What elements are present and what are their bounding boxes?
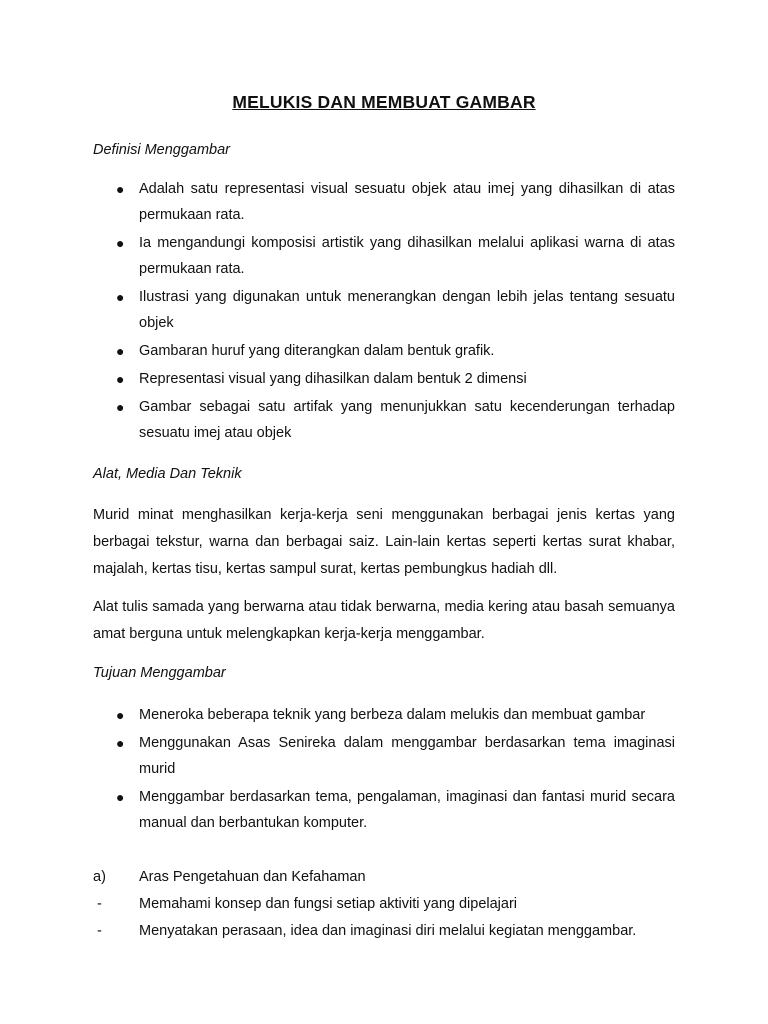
definisi-bullet-list — [93, 176, 675, 448]
list-item — [93, 730, 675, 782]
list-item — [93, 394, 675, 446]
bullet-icon: ● — [116, 289, 125, 305]
heading-definisi: Definisi Menggambar — [93, 142, 231, 158]
list-item-text: Aras Pengetahuan dan Kefahaman — [139, 869, 366, 885]
list-item — [93, 284, 675, 336]
list-marker: - — [97, 923, 102, 939]
list-item — [93, 864, 675, 890]
list-item-text: Ia mengandungi komposisi artistik yang dihasilkan melalui aplikasi warna di atas permukaan rata. — [139, 235, 675, 277]
alat-paragraph-2: Alat tulis samada yang berwarna atau tidak berwarna, media kering atau basah semuanya amat berguna untuk melengkapkan kerja-kerja menggambar. — [93, 599, 675, 642]
list-item-text: Representasi visual yang dihasilkan dalam bentuk 2 dimensi — [139, 371, 527, 387]
tujuan-bullet-list — [93, 702, 675, 838]
list-marker: - — [97, 896, 102, 912]
alat-paragraph-1: Murid minat menghasilkan kerja-kerja seni menggunakan berbagai jenis kertas yang berbagai tekstur, warna dan berbagai saiz. Lain-lain kertas seperti kertas surat khabar, majalah, kertas tisu, kertas sampul surat, kertas pembungkus hadiah dll. — [93, 507, 675, 577]
list-item — [93, 366, 675, 392]
list-marker: a) — [93, 869, 106, 885]
list-item-text: Memahami konsep dan fungsi setiap aktiviti yang dipelajari — [139, 896, 518, 912]
list-item — [93, 891, 675, 917]
heading-tujuan: Tujuan Menggambar — [93, 665, 226, 681]
bullet-icon: ● — [116, 789, 125, 805]
list-item — [93, 338, 675, 364]
list-item-text: Meneroka beberapa teknik yang berbeza dalam melukis dan membuat gambar — [139, 707, 646, 723]
bullet-icon: ● — [116, 343, 125, 359]
list-item — [93, 784, 675, 836]
bullet-icon: ● — [116, 371, 125, 387]
list-item — [93, 702, 675, 728]
list-item-text: Ilustrasi yang digunakan untuk menerangkan dengan lebih jelas tentang sesuatu objek — [139, 289, 675, 331]
list-item-text: Adalah satu representasi visual sesuatu objek atau imej yang dihasilkan di atas permukaan rata. — [139, 181, 675, 223]
list-item-text: Gambaran huruf yang diterangkan dalam bentuk grafik. — [139, 343, 495, 359]
bullet-icon: ● — [116, 235, 125, 251]
document-title: MELUKIS DAN MEMBUAT GAMBAR — [232, 92, 536, 112]
tujuan-sub-list — [93, 864, 675, 945]
list-item — [93, 918, 675, 944]
bullet-icon: ● — [116, 707, 125, 723]
heading-alat: Alat, Media Dan Teknik — [93, 466, 242, 482]
list-item-text: Menggambar berdasarkan tema, pengalaman, imaginasi dan fantasi murid secara manual dan berbantukan komputer. — [139, 789, 675, 831]
list-item-text: Menyatakan perasaan, idea dan imaginasi diri melalui kegiatan menggambar. — [139, 923, 637, 939]
list-item — [93, 230, 675, 282]
bullet-icon: ● — [116, 181, 125, 197]
bullet-icon: ● — [116, 399, 125, 415]
bullet-icon: ● — [116, 735, 125, 751]
list-item-text: Gambar sebagai satu artifak yang menunjukkan satu kecenderungan terhadap sesuatu imej atau objek — [139, 399, 675, 441]
list-item — [93, 176, 675, 228]
list-item-text: Menggunakan Asas Senireka dalam menggambar berdasarkan tema imaginasi murid — [139, 735, 675, 777]
